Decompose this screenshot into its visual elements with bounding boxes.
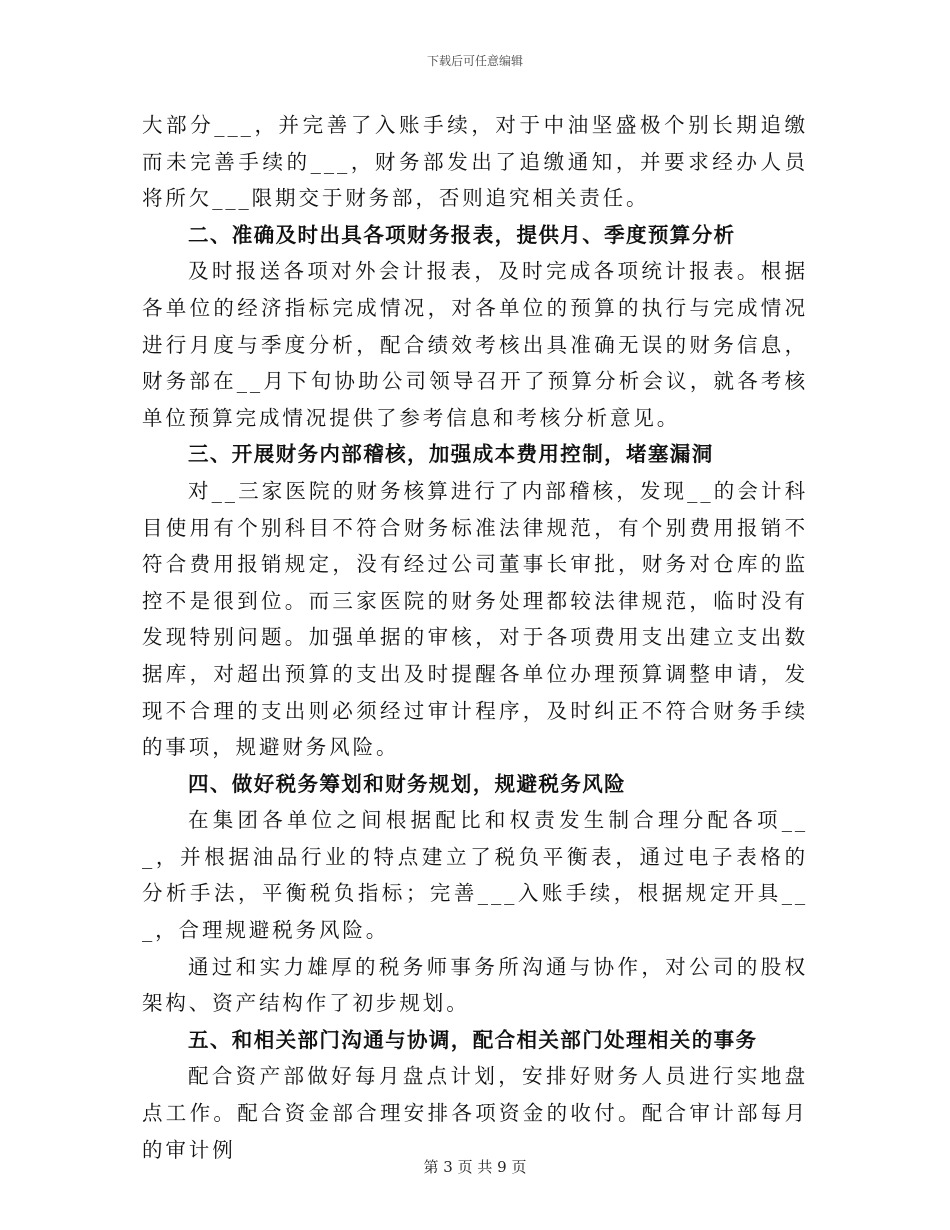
paragraph-tax-advisors: 通过和实力雄厚的税务师事务所沟通与协作，对公司的股权架构、资产结构作了初步规划。 — [142, 954, 808, 1016]
page-number: 第 3 页 共 9 页 — [423, 1158, 527, 1176]
section-heading-4: 四、做好税务筹划和财务规划，规避税务风险 — [188, 771, 626, 796]
paragraph-internal-audit: 对__三家医院的财务核算进行了内部稽核，发现__的会计科目使用有个别科目不符合财务标准法律规范，有个别费用报销不符合费用报销规定，没有经过公司董事长审批，财务对仓库的监控不是很到位。而三家医院的财务处理都较法律规范，临时没有发现特别问题。加强单据的审核，对于各项费用支出建立支出数据库，对超出预算的支出及时提醒各单位办理预算调整申请，发现不合理的支出则必须经过审计程序，及时纠正不符合财务手续的事项，规避财务风险。 — [142, 478, 808, 760]
document-body — [142, 107, 808, 1168]
paragraph-continuation: 大部分___，并完善了入账手续，对于中油坚盛极个别长期追缴而未完善手续的___，财务部发出了追缴通知，并要求经办人员将所欠___限期交于财务部，否则追究相关责任。 — [142, 113, 808, 211]
paragraph-financial-reports: 及时报送各项对外会计报表，及时完成各项统计报表。根据各单位的经济指标完成情况，对各单位的预算的执行与完成情况进行月度与季度分析，配合绩效考核出具准确无误的财务信息，财务部在__月下旬协助公司领导召开了预算分析会议，就各考核单位预算完成情况提供了参考信息和考核分析意见。 — [142, 259, 808, 430]
section-heading-5: 五、和相关部门沟通与协调，配合相关部门处理相关的事务 — [188, 1027, 758, 1052]
section-heading-2: 二、准确及时出具各项财务报表，提供月、季度预算分析 — [188, 222, 736, 247]
section-heading-3: 三、开展财务内部稽核，加强成本费用控制，堵塞漏洞 — [188, 442, 714, 467]
paragraph-department-cooperation: 配合资产部做好每月盘点计划，安排好财务人员进行实地盘点工作。配合资金部合理安排各项资金的收付。配合审计部每月的审计例 — [142, 1064, 808, 1162]
page-header-note: 下载后可任意编辑 — [426, 54, 523, 68]
paragraph-tax-planning: 在集团各单位之间根据配比和权责发生制合理分配各项___，并根据油品行业的特点建立了税负平衡表，通过电子表格的分析手法，平衡税负指标；完善___入账手续，根据规定开具___，合理规避税务风险。 — [142, 808, 808, 943]
